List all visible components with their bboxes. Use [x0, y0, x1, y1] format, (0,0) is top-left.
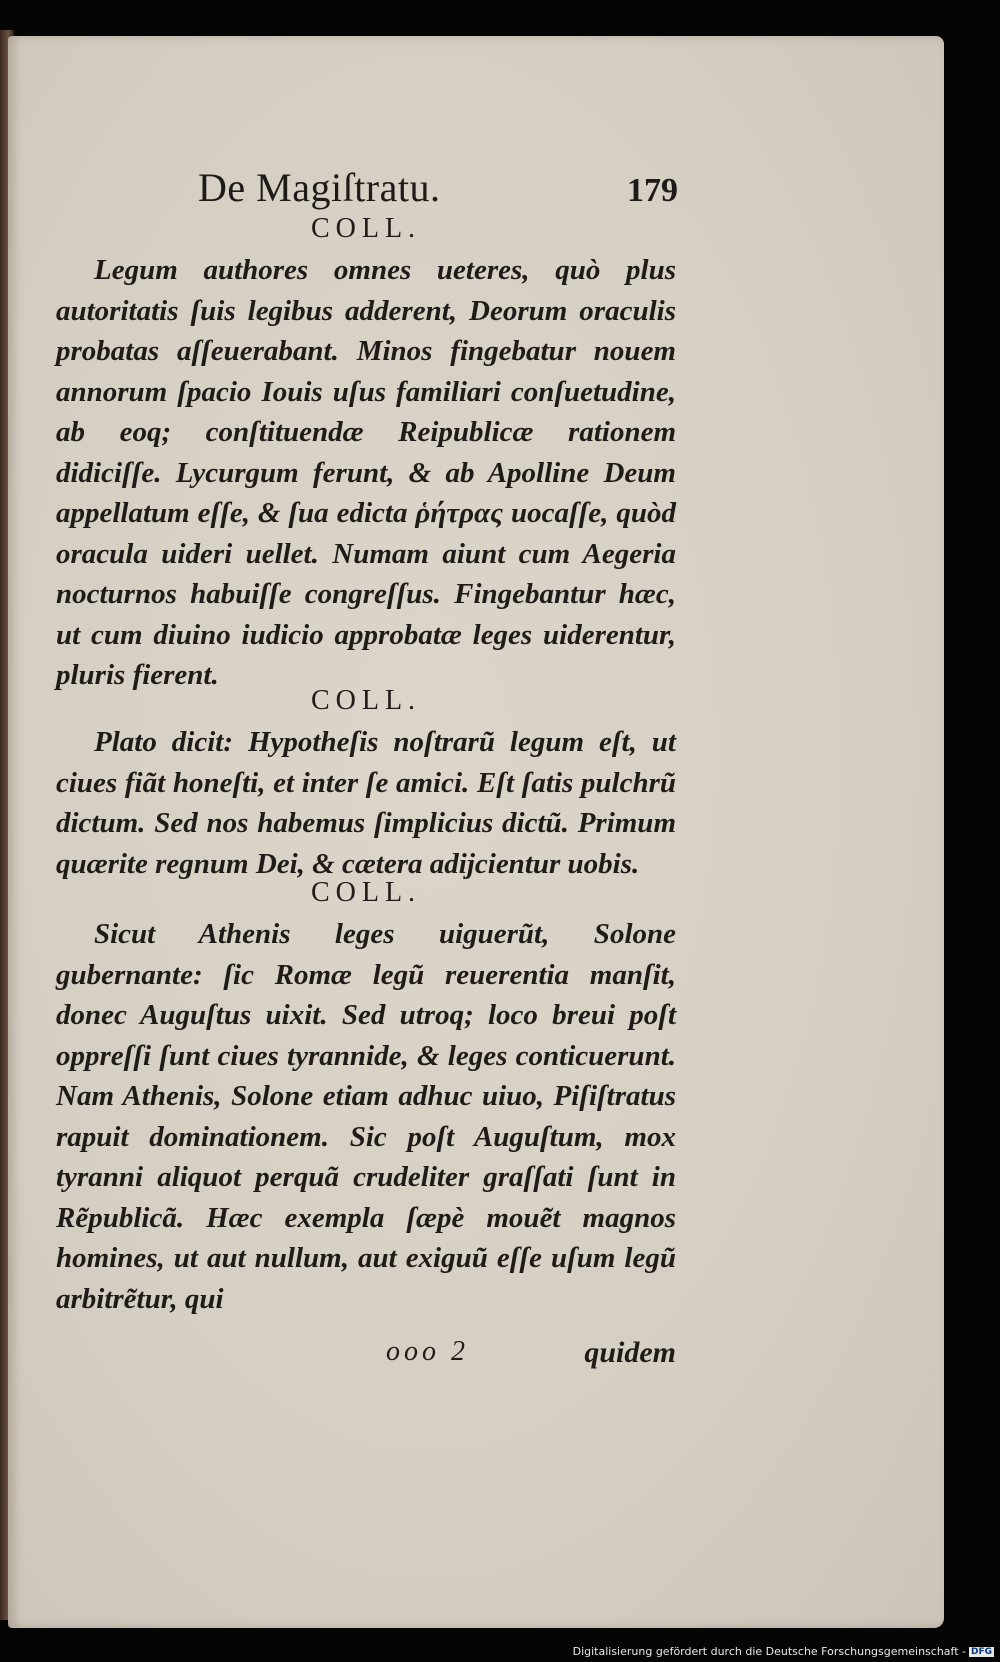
section-3: [56, 876, 676, 1319]
section-2: [56, 684, 676, 884]
section-paragraph: Sicut Athenis leges uiguerũt, Solone gubernante: ſic Romæ legũ reuerentia manſit, donec Auguſtus uixit. Sed utroq; loco breui poſt oppreſſi ſunt ciues tyrannide, & leges conticuerunt. Nam Athenis, Solone etiam adhuc uiuo, Piſiſtratus rapuit dominationem. Sic poſt Auguſtum, mox tyranni aliquot perquã crudeliter graſſati ſunt in Rẽpublicã. Hæc exempla ſæpè mouẽt magnos homines, ut aut nullum, aut exiguũ eſſe uſum legũ arbitrẽtur, qui: [56, 918, 676, 1315]
page-header: [198, 136, 678, 216]
running-head: De Magiſtratu.: [198, 165, 441, 210]
dfg-logo: DFG: [970, 1647, 992, 1657]
section-paragraph: Legum authores omnes ueteres, quò plus autoritatis ſuis legibus adderent, Deorum oraculis probatas aſſeuerabant. Minos fingebatur nouem annorum ſpacio Iouis uſus familiari conſuetudine, ab eoq; conſtituendæ Reipublicæ rationem didiciſſe. Lycurgum ferunt, & ab Apolline Deum appellatum eſſe, & ſua edicta ῥήτρας uocaſſe, quòd oracula uideri uellet. Numam aiunt cum Aegeria nocturnos habuiſſe congreſſus. Fingebantur hæc, ut cum diuino iudicio approbatæ leges uiderentur, pluris fierent.: [56, 254, 676, 691]
page-number: 179: [627, 172, 678, 209]
signature-mark: ooo 2: [386, 1336, 469, 1367]
catchword: quidem: [584, 1336, 676, 1369]
digitization-credit: [573, 1645, 994, 1658]
page-footer: [56, 1336, 676, 1376]
section-heading: COLL.: [310, 213, 422, 244]
credit-text: Digitalisierung gefördert durch die Deutsche Forschungsgemeinschaft -: [572, 1645, 966, 1658]
section-heading: COLL.: [310, 877, 422, 908]
section-1: [56, 212, 676, 696]
book-page: [8, 36, 944, 1628]
section-paragraph: Plato dicit: Hypotheſis noſtrarũ legum eſt, ut ciues fiãt honeſti, et inter ſe amici. Eſt ſatis pulchrũ dictum. Sed nos habemus ſimplicius dictũ. Primum quærite regnum Dei, & cætera adijcientur uobis.: [56, 726, 676, 880]
section-heading: COLL.: [310, 685, 422, 716]
